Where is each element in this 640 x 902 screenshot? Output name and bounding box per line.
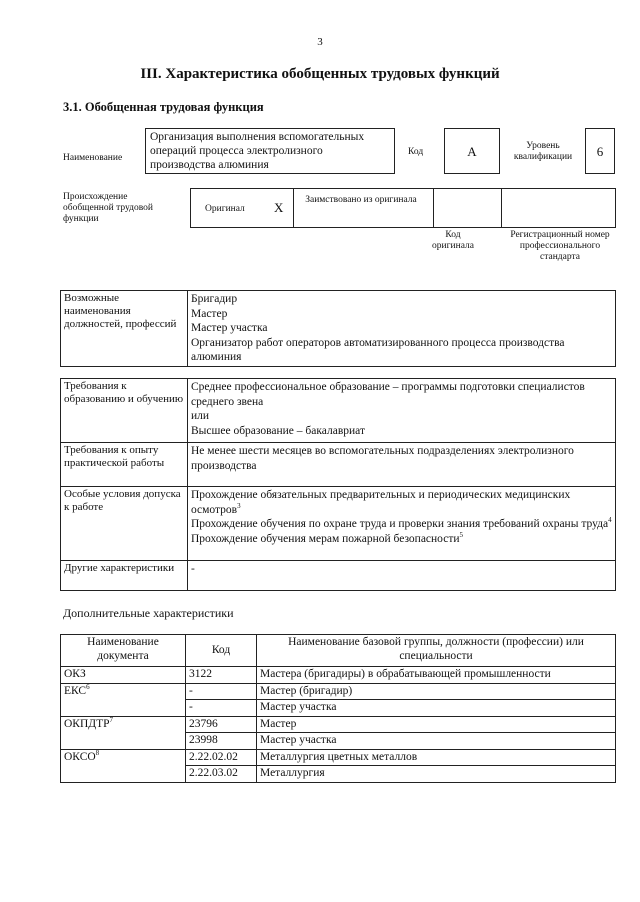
admission-value [188,487,616,561]
other-label: Другие характеристики [61,561,188,591]
origin-code-caption: Код оригинала [432,230,474,251]
experience-label: Требования к опыту практической работы [61,443,188,487]
origin-table [190,188,616,228]
position-item: Организатор работ операторов автоматизированного процесса производства алюминия [191,336,565,363]
education-value [188,379,616,443]
column-header: Код [186,635,257,667]
name-label: Наименование [63,153,123,163]
original-mark: X [274,200,284,215]
footnote-ref: 5 [459,530,464,539]
footnote-ref: 7 [109,715,114,724]
name-cell: Мастер участка [257,733,616,750]
table-row [61,683,616,700]
name-cell: Металлургия цветных металлов [257,749,616,766]
name-cell: Мастера (бригадиры) в обрабатывающей промышленности [257,667,616,684]
position-item: Мастер [191,307,228,320]
name-cell: Мастер участка [257,700,616,717]
doc-cell: ОКСО [64,750,96,763]
doc-cell: ОКПДТР [64,717,110,730]
origin-label: Происхождение обобщенной трудовой функции [63,192,153,224]
section-title: III. Характеристика обобщенных трудовых функций [140,66,500,82]
additional-title: Дополнительные характеристики [63,606,234,620]
divider [501,189,502,227]
table-row [61,749,616,766]
table-row [61,766,616,783]
code-value: А [444,128,500,174]
divider [293,189,294,227]
level-label: Уровень квалификации [513,141,573,162]
admission-label: Особые условия допуска к работе [61,487,188,561]
position-item: Бригадир [191,293,238,305]
position-item: Мастер участка [191,322,268,334]
table-row [61,716,616,733]
code-cell: - [186,683,257,700]
page-number: 3 [317,36,323,48]
code-label: Код [408,147,424,157]
borrowed-label: Заимствовано из оригинала [305,195,417,205]
education-label: Требования к образованию и обучению [61,379,188,443]
footnote-ref: 6 [86,682,90,691]
column-header: Наименование базовой группы, должности (профессии) или специальности [257,635,616,667]
name-cell: Металлургия [257,766,616,783]
reg-number-caption: Регистрационный номер профессионального стандарта [510,230,610,262]
other-value: - [188,561,616,591]
footnote-ref: 3 [237,501,241,510]
name-cell: Мастер [257,716,616,733]
footnote-ref: 4 [608,516,612,525]
education-line: Высшее образование – бакалавриат [191,424,365,437]
requirements-table [60,378,616,591]
education-line: или [191,410,210,422]
admission-line: Прохождение обязательных предварительных и периодических медицинских осмотров [191,489,571,516]
subsection-title: 3.1. Обобщенная трудовая функция [63,100,264,114]
code-cell: 3122 [186,667,257,684]
experience-line: Не менее шести месяцев во вспомогательных подразделениях электролизного производства [191,445,574,472]
level-value: 6 [585,128,615,174]
code-cell: - [186,700,257,717]
table-row [61,700,616,717]
positions-list [188,291,616,367]
admission-line: Прохождение обучения по охране труда и проверки знания требований охраны труда [191,518,609,530]
code-cell: 2.22.03.02 [186,766,257,783]
admission-line: Прохождение обучения мерам пожарной безопасности [191,532,460,545]
doc-cell: ЕКС [64,684,87,697]
doc-cell: ОКЗ [64,668,86,680]
education-line: Среднее профессиональное образование – программы подготовки специалистов среднего звена [191,381,585,408]
code-cell: 23998 [186,733,257,750]
divider [433,189,434,227]
positions-label: Возможные наименования должностей, профессий [61,291,188,367]
footnote-ref: 8 [95,748,100,757]
experience-value [188,443,616,487]
table-row [61,667,616,684]
code-cell: 2.22.02.02 [186,749,257,766]
table-row [61,733,616,750]
column-header: Наименование документа [61,635,186,667]
original-label: Оригинал [205,204,245,214]
name-cell: Мастер (бригадир) [257,683,616,700]
additional-table [60,634,616,783]
function-name-box [145,128,395,174]
code-cell: 23796 [186,716,257,733]
positions-table [60,290,616,367]
function-name: Организация выполнения вспомогательных операций процесса электролизного производства алюминия [150,131,365,171]
